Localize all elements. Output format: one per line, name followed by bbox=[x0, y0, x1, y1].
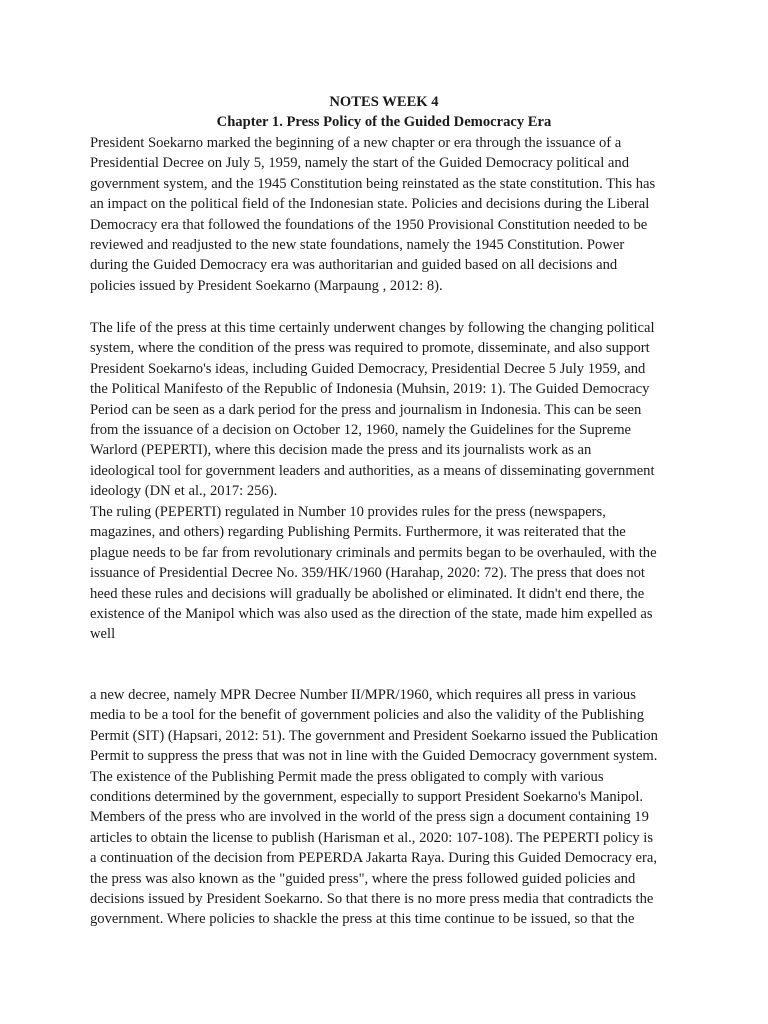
text-line: a continuation of the decision from PEPERDA Jakarta Raya. During this Guided Democracy era, bbox=[90, 850, 657, 867]
text-line: plague needs to be far from revolutionary criminals and permits began to be overhauled, with the bbox=[90, 544, 657, 561]
text-line: system, where the condition of the press was required to promote, disseminate, and also support bbox=[90, 340, 650, 357]
text-line: President Soekarno marked the beginning of a new chapter or era through the issuance of a bbox=[90, 135, 622, 151]
text-line: President Soekarno's ideas, including Guided Democracy, Presidential Decree 5 July 1959, and bbox=[90, 360, 646, 377]
chapter-heading: Chapter 1. Press Policy of the Guided Democracy Era bbox=[216, 114, 552, 130]
text-line: The existence of the Publishing Permit made the press obligated to comply with various bbox=[90, 768, 604, 785]
text-line: the Political Manifesto of the Republic of Indonesia (Muhsin, 2019: 1). The Guided Democracy bbox=[90, 381, 650, 398]
text-line: The ruling (PEPERTI) regulated in Number 10 provides rules for the press (newspapers, bbox=[90, 504, 606, 520]
text-line: government system, and the 1945 Constitution being reinstated as the state constitution. This has bbox=[90, 175, 656, 192]
text-line: Permit (SIT) (Hapsari, 2012: 51). The government and President Soekarno issued the Publication bbox=[90, 727, 658, 744]
text-line: Period can be seen as a dark period for the press and journalism in Indonesia. This can be seen bbox=[90, 401, 642, 418]
text-line: well bbox=[90, 626, 116, 643]
text-line: conditions determined by the government, especially to support President Soekarno's Manipol. bbox=[90, 789, 644, 806]
paragraph-2 bbox=[90, 318, 678, 502]
text-line: from the issuance of a decision on October 12, 1960, namely the Guidelines for the Supreme bbox=[90, 422, 632, 439]
text-line: magazines, and others) regarding Publishing Permits. Furthermore, it was reiterated that the bbox=[90, 524, 626, 541]
text-line: an impact on the political field of the Indonesian state. Policies and decisions during the Liberal bbox=[90, 196, 650, 213]
document-title: NOTES WEEK 4 bbox=[329, 94, 439, 110]
text-line: Permit to suppress the press that was not in line with the Guided Democracy government system. bbox=[90, 748, 658, 765]
text-line: Members of the press who are involved in the world of the press sign a document containing 19 bbox=[90, 809, 649, 826]
text-line: articles to obtain the license to publish (Harisman et al., 2020: 107-108). The PEPERTI policy is bbox=[90, 829, 654, 846]
text-line: ideology (DN et al., 2017: 256). bbox=[90, 483, 278, 500]
text-line: policies issued by President Soekarno (Marpaung , 2012: 8). bbox=[90, 277, 443, 294]
paragraph-1 bbox=[90, 133, 678, 296]
text-line: the press was also known as the "guided press", where the press followed guided policies and bbox=[90, 870, 636, 887]
text-line: heed these rules and decisions will gradually be abolished or eliminated. It didn't end there, the bbox=[90, 585, 645, 602]
text-line: reviewed and readjusted to the new state foundations, namely the 1945 Constitution. Power bbox=[90, 237, 625, 254]
text-line: ideological tool for government leaders and authorities, as a means of disseminating government bbox=[90, 462, 655, 479]
paragraph-3 bbox=[90, 502, 678, 645]
text-line: Presidential Decree on July 5, 1959, namely the start of the Guided Democracy political and bbox=[90, 155, 629, 172]
text-line: existence of the Manipol which was also used as the direction of the state, made him expelled as bbox=[90, 606, 653, 623]
text-line: media to be a tool for the benefit of government policies and also the validity of the Publishing bbox=[90, 707, 645, 724]
text-line: The life of the press at this time certainly underwent changes by following the changing political bbox=[90, 320, 655, 336]
text-line: Democracy era that followed the foundations of the 1950 Provisional Constitution needed to be bbox=[90, 216, 648, 233]
text-line: during the Guided Democracy era was authoritarian and guided based on all decisions and bbox=[90, 257, 618, 274]
text-line: government. Where policies to shackle the press at this time continue to be issued, so that the bbox=[90, 911, 635, 928]
text-line: a new decree, namely MPR Decree Number II/MPR/1960, which requires all press in various bbox=[90, 687, 636, 703]
text-line: issuance of Presidential Decree No. 359/HK/1960 (Harahap, 2020: 72). The press that does not bbox=[90, 565, 645, 582]
text-line: Warlord (PEPERTI), where this decision made the press and its journalists work as an bbox=[90, 442, 592, 459]
paragraph-4 bbox=[90, 685, 678, 930]
text-line: decisions issued by President Soekarno. So that there is no more press media that contradicts the bbox=[90, 891, 654, 908]
